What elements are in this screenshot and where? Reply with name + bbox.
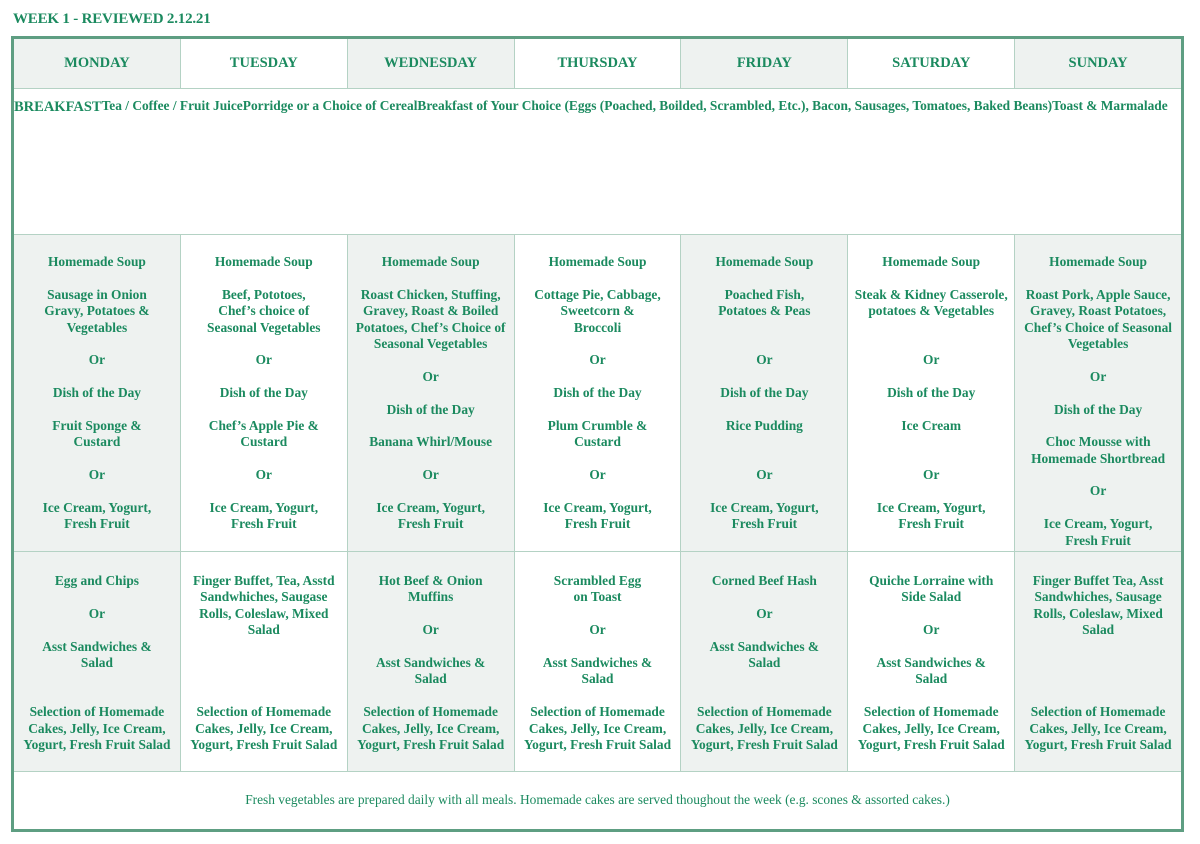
lunch-cell-thursday bbox=[515, 235, 682, 551]
menu-item-line: Potatoes & Peas bbox=[718, 303, 811, 319]
spacer bbox=[181, 270, 347, 286]
menu-item-line: Scrambled Egg bbox=[553, 573, 642, 588]
spacer bbox=[14, 369, 180, 385]
menu-item-line: Homemade Soup bbox=[548, 254, 647, 269]
spacer bbox=[14, 483, 180, 499]
spacer bbox=[14, 451, 180, 467]
or-separator: Or bbox=[589, 622, 606, 638]
spacer bbox=[348, 270, 514, 286]
spacer bbox=[848, 402, 1014, 418]
spacer bbox=[515, 688, 681, 704]
menu-item-line: Fresh Fruit bbox=[230, 516, 297, 532]
spacer bbox=[348, 385, 514, 401]
spacer bbox=[681, 688, 847, 704]
spacer bbox=[348, 418, 514, 434]
menu-item-line: Salad bbox=[414, 671, 447, 687]
menu-item-line: Ice Cream, Yogurt, bbox=[42, 499, 152, 515]
tea-cell-sunday bbox=[1015, 552, 1181, 771]
menu-item-line: Yogurt, Fresh Fruit Salad bbox=[1024, 736, 1172, 752]
menu-item-line: Cakes, Jelly, Ice Cream, bbox=[528, 720, 667, 736]
menu-item-line: Quiche Lorraine with bbox=[869, 573, 994, 588]
menu-item-line: Salad bbox=[247, 622, 280, 638]
spacer bbox=[848, 451, 1014, 467]
tea-cell-thursday bbox=[515, 552, 682, 771]
menu-item-line: Selection of Homemade bbox=[530, 704, 665, 720]
menu-item-line: Ice Cream, Yogurt, bbox=[543, 499, 652, 515]
menu-item-line: Yogurt, Fresh Fruit Salad bbox=[857, 736, 1005, 752]
menu-item-line: Corned Beef Hash bbox=[711, 573, 817, 588]
menu-item-line: Roast Chicken, Stuffing, bbox=[360, 286, 501, 302]
breakfast-item: Breakfast of Your Choice (Eggs (Poached, Boilded, Scrambled, Etc.), Bacon, Sausages, Tomatoes, Baked Beans) bbox=[417, 98, 1053, 113]
or-separator: Or bbox=[422, 622, 439, 638]
menu-item-line: Dish of the Day bbox=[52, 385, 142, 401]
menu-item-line: Dish of the Day bbox=[553, 385, 642, 401]
spacer bbox=[1015, 655, 1181, 671]
menu-item-line: Salad bbox=[915, 671, 948, 687]
menu-item-line: Sandwhiches, Saugase bbox=[200, 589, 328, 605]
or-separator: Or bbox=[1089, 368, 1107, 384]
spacer bbox=[515, 369, 681, 385]
menu-item-line: Potatoes, Chef’s Choice of bbox=[355, 319, 506, 335]
menu-item-line: Yogurt, Fresh Fruit Salad bbox=[523, 736, 672, 752]
spacer bbox=[681, 589, 847, 605]
menu-item-line: Gravey, Roast Potatoes, bbox=[1030, 303, 1167, 319]
menu-item-line: Sweetcorn & bbox=[560, 303, 635, 319]
menu-item-line: Selection of Homemade bbox=[1030, 704, 1166, 720]
spacer bbox=[181, 402, 347, 418]
menu-item-line: Cottage Pie, Cabbage, bbox=[534, 286, 661, 302]
spacer bbox=[14, 402, 180, 418]
or-separator: Or bbox=[589, 467, 606, 483]
spacer bbox=[681, 451, 847, 467]
tea-cell-friday bbox=[681, 552, 848, 771]
spacer bbox=[1015, 467, 1181, 483]
day-header-tuesday: TUESDAY bbox=[181, 39, 348, 88]
day-header-wednesday: WEDNESDAY bbox=[348, 39, 515, 88]
menu-item-line: Salad bbox=[80, 654, 113, 670]
menu-item-line: on Toast bbox=[573, 589, 622, 605]
menu-item-line: Custard bbox=[73, 434, 121, 450]
or-separator: Or bbox=[422, 467, 439, 483]
day-header-thursday: THURSDAY bbox=[515, 39, 682, 88]
menu-item-line: Fresh Fruit bbox=[64, 516, 130, 532]
spacer bbox=[681, 320, 847, 336]
menu-item-line: Custard bbox=[240, 434, 288, 450]
spacer bbox=[14, 589, 180, 605]
menu-item-line: Finger Buffet Tea, Asst bbox=[1032, 573, 1164, 588]
spacer bbox=[181, 451, 347, 467]
menu-item-line: Asst Sandwiches & bbox=[542, 654, 653, 670]
or-separator: Or bbox=[1089, 483, 1107, 499]
spacer bbox=[1015, 639, 1181, 655]
spacer bbox=[848, 606, 1014, 622]
or-separator: Or bbox=[422, 368, 439, 384]
menu-item-line: Ice Cream, Yogurt, bbox=[1043, 516, 1153, 532]
spacer bbox=[181, 369, 347, 385]
menu-item-line: Cakes, Jelly, Ice Cream, bbox=[361, 720, 500, 736]
spacer bbox=[1015, 500, 1181, 516]
menu-item-line: Ice Cream, Yogurt, bbox=[710, 499, 819, 515]
or-separator: Or bbox=[923, 622, 940, 638]
menu-item-line: Dish of the Day bbox=[887, 385, 976, 401]
or-separator: Or bbox=[756, 467, 773, 483]
menu-item-line: Plum Crumble & bbox=[547, 417, 648, 433]
or-separator: Or bbox=[255, 467, 272, 483]
menu-item-line: Asst Sandwiches & bbox=[709, 638, 820, 654]
tea-cell-monday bbox=[14, 552, 181, 771]
menu-item-line: Salad bbox=[1082, 622, 1115, 638]
menu-item-line: Hot Beef & Onion bbox=[378, 573, 483, 588]
spacer bbox=[848, 639, 1014, 655]
menu-item-line: Broccoli bbox=[573, 319, 622, 335]
breakfast-item: Toast & Marmalade bbox=[1052, 98, 1168, 113]
menu-item-line: Gravy, Potatoes & bbox=[44, 303, 150, 319]
lunch-row bbox=[14, 235, 1181, 552]
menu-item-line: Fruit Sponge & bbox=[52, 417, 142, 433]
footer-row bbox=[14, 772, 1181, 828]
menu-item-line: Selection of Homemade bbox=[29, 704, 165, 720]
menu-item-line: Dish of the Day bbox=[1054, 401, 1143, 417]
spacer bbox=[348, 606, 514, 622]
menu-item-line: Salad bbox=[581, 671, 614, 687]
menu-item-line: Homemade Soup bbox=[1049, 254, 1147, 269]
tea-cell-wednesday bbox=[348, 552, 515, 771]
menu-item-line: Sausage in Onion bbox=[47, 286, 147, 302]
day-header-friday: FRIDAY bbox=[681, 39, 848, 88]
lunch-cell-monday bbox=[14, 235, 181, 551]
menu-item-line: Cakes, Jelly, Ice Cream, bbox=[862, 720, 1000, 736]
menu-item-line: Asst Sandwiches & bbox=[42, 638, 152, 654]
menu-item-line: Cakes, Jelly, Ice Cream, bbox=[695, 720, 834, 736]
menu-item-line: Fresh Fruit bbox=[397, 516, 464, 532]
or-separator: Or bbox=[88, 352, 106, 368]
day-header-saturday: SATURDAY bbox=[848, 39, 1015, 88]
breakfast-item: Tea / Coffee / Fruit Juice bbox=[101, 98, 243, 113]
spacer bbox=[14, 336, 180, 352]
menu-item-line: Dish of the Day bbox=[720, 385, 809, 401]
menu-item-line: Custard bbox=[574, 434, 621, 450]
tea-row bbox=[14, 552, 1181, 772]
tea-cell-saturday bbox=[848, 552, 1015, 771]
spacer bbox=[14, 671, 180, 687]
spacer bbox=[14, 622, 180, 638]
spacer bbox=[848, 336, 1014, 352]
weekly-menu-table bbox=[11, 36, 1184, 832]
spacer bbox=[1015, 270, 1181, 286]
menu-item-line: Dish of the Day bbox=[386, 401, 475, 417]
menu-item-line: Ice Cream, Yogurt, bbox=[209, 499, 319, 515]
menu-item-line: Seasonal Vegetables bbox=[207, 319, 321, 335]
spacer bbox=[348, 352, 514, 368]
menu-item-line: Selection of Homemade bbox=[196, 704, 332, 720]
menu-item-line: Side Salad bbox=[901, 589, 962, 605]
menu-item-line: Asst Sandwiches & bbox=[375, 654, 486, 670]
menu-item-line: Sandwhiches, Sausage bbox=[1034, 589, 1162, 605]
menu-item-line: Cakes, Jelly, Ice Cream, bbox=[28, 720, 166, 736]
or-separator: Or bbox=[589, 352, 606, 368]
menu-item-line: Vegetables bbox=[66, 319, 128, 335]
or-separator: Or bbox=[88, 467, 106, 483]
footer-note: Fresh vegetables are prepared daily with all meals. Homemade cakes are served thoughout the week (e.g. scones & assorted cakes.) bbox=[245, 792, 950, 807]
spacer bbox=[181, 639, 347, 655]
menu-item-line: Banana Whirl/Mouse bbox=[369, 434, 493, 450]
day-header-monday: MONDAY bbox=[14, 39, 181, 88]
spacer bbox=[1015, 688, 1181, 704]
menu-item-line: Homemade Soup bbox=[381, 254, 480, 269]
menu-item-line: Homemade Soup bbox=[48, 254, 146, 269]
menu-item-line: Rolls, Coleslaw, Mixed bbox=[1033, 605, 1163, 621]
lunch-cell-saturday bbox=[848, 235, 1015, 551]
spacer bbox=[1015, 418, 1181, 434]
spacer bbox=[515, 451, 681, 467]
menu-item-line: Cakes, Jelly, Ice Cream, bbox=[1029, 720, 1167, 736]
spacer bbox=[848, 369, 1014, 385]
breakfast-heading: BREAKFAST bbox=[14, 99, 102, 115]
spacer bbox=[515, 639, 681, 655]
spacer bbox=[848, 483, 1014, 499]
menu-item-line: Yogurt, Fresh Fruit Salad bbox=[23, 736, 171, 752]
or-separator: Or bbox=[923, 352, 940, 368]
spacer bbox=[181, 655, 347, 671]
spacer bbox=[348, 483, 514, 499]
menu-item-line: Finger Buffet, Tea, Asstd bbox=[193, 573, 335, 588]
or-separator: Or bbox=[255, 352, 272, 368]
spacer bbox=[515, 336, 681, 352]
spacer bbox=[848, 434, 1014, 450]
menu-item-line: Ice Cream bbox=[901, 417, 962, 433]
menu-item-line: Fresh Fruit bbox=[564, 516, 631, 532]
spacer bbox=[681, 483, 847, 499]
breakfast-item: Porridge or a Choice of Cereal bbox=[242, 98, 418, 113]
menu-item-line: Gravey, Roast & Boiled bbox=[362, 303, 499, 319]
spacer bbox=[348, 451, 514, 467]
menu-item-line: Dish of the Day bbox=[219, 385, 308, 401]
menu-item-line: Homemade Soup bbox=[882, 254, 981, 269]
spacer bbox=[681, 671, 847, 687]
menu-item-line: Selection of Homemade bbox=[363, 704, 498, 720]
lunch-cell-tuesday bbox=[181, 235, 348, 551]
spacer bbox=[181, 671, 347, 687]
menu-item-line: Yogurt, Fresh Fruit Salad bbox=[190, 736, 338, 752]
menu-item-line: Rolls, Coleslaw, Mixed bbox=[199, 605, 329, 621]
spacer bbox=[681, 622, 847, 638]
menu-item-line: Ice Cream, Yogurt, bbox=[876, 499, 986, 515]
menu-item-line: Poached Fish, bbox=[724, 286, 805, 302]
spacer bbox=[181, 336, 347, 352]
spacer bbox=[515, 402, 681, 418]
menu-item-line: Homemade Soup bbox=[715, 254, 814, 269]
menu-item-line: Beef, Pototoes, bbox=[221, 286, 306, 302]
day-header-row bbox=[14, 39, 1181, 89]
menu-item-line: Chef’s choice of bbox=[218, 303, 310, 319]
menu-item-line: Asst Sandwiches & bbox=[876, 654, 986, 670]
menu-item-line: Fresh Fruit bbox=[1065, 532, 1131, 548]
breakfast-row bbox=[14, 89, 1181, 235]
menu-item-line: Choc Mousse with bbox=[1045, 434, 1151, 450]
menu-item-line: Ice Cream, Yogurt, bbox=[376, 499, 485, 515]
menu-item-line: Chef’s Apple Pie & bbox=[208, 417, 319, 433]
menu-item-line: Muffins bbox=[407, 589, 454, 605]
menu-item-line: Homemade Shortbread bbox=[1031, 450, 1166, 466]
menu-item-line: Homemade Soup bbox=[214, 254, 313, 269]
menu-item-line: Selection of Homemade bbox=[697, 704, 832, 720]
menu-item-line: Fresh Fruit bbox=[898, 516, 965, 532]
menu-item-line: Yogurt, Fresh Fruit Salad bbox=[357, 736, 505, 752]
spacer bbox=[681, 369, 847, 385]
spacer bbox=[181, 688, 347, 704]
menu-item-line: Chef’s Choice of Seasonal bbox=[1024, 319, 1173, 335]
menu-item-line: Steak & Kidney Casserole, bbox=[854, 286, 1008, 302]
tea-cell-tuesday bbox=[181, 552, 348, 771]
spacer bbox=[681, 270, 847, 286]
spacer bbox=[848, 320, 1014, 336]
spacer bbox=[681, 336, 847, 352]
or-separator: Or bbox=[88, 605, 106, 621]
menu-item-line: Roast Pork, Apple Sauce, bbox=[1025, 286, 1171, 302]
menu-item-line: Egg and Chips bbox=[54, 573, 139, 588]
spacer bbox=[14, 688, 180, 704]
lunch-cell-wednesday bbox=[348, 235, 515, 551]
spacer bbox=[181, 483, 347, 499]
spacer bbox=[515, 270, 681, 286]
menu-item-line: Salad bbox=[748, 654, 781, 670]
menu-item-line: potatoes & Vegetables bbox=[868, 303, 995, 319]
or-separator: Or bbox=[923, 467, 940, 483]
spacer bbox=[1015, 385, 1181, 401]
menu-item-line: Fresh Fruit bbox=[731, 516, 798, 532]
spacer bbox=[1015, 352, 1181, 368]
day-header-sunday: SUNDAY bbox=[1015, 39, 1181, 88]
spacer bbox=[515, 483, 681, 499]
spacer bbox=[348, 688, 514, 704]
menu-item-line: Seasonal Vegetables bbox=[373, 335, 488, 351]
menu-item-line: Cakes, Jelly, Ice Cream, bbox=[195, 720, 333, 736]
menu-item-line: Vegetables bbox=[1067, 335, 1129, 351]
menu-item-line: Yogurt, Fresh Fruit Salad bbox=[690, 736, 838, 752]
spacer bbox=[681, 434, 847, 450]
lunch-cell-sunday bbox=[1015, 235, 1181, 551]
menu-item-line: Selection of Homemade bbox=[863, 704, 999, 720]
spacer bbox=[1015, 671, 1181, 687]
spacer bbox=[848, 270, 1014, 286]
spacer bbox=[681, 402, 847, 418]
spacer bbox=[515, 606, 681, 622]
spacer bbox=[348, 639, 514, 655]
spacer bbox=[14, 270, 180, 286]
menu-item-line: Rice Pudding bbox=[725, 417, 803, 433]
page-title: WEEK 1 - REVIEWED 2.12.21 bbox=[13, 11, 211, 27]
or-separator: Or bbox=[756, 352, 773, 368]
spacer bbox=[848, 688, 1014, 704]
lunch-cell-friday bbox=[681, 235, 848, 551]
or-separator: Or bbox=[756, 605, 773, 621]
